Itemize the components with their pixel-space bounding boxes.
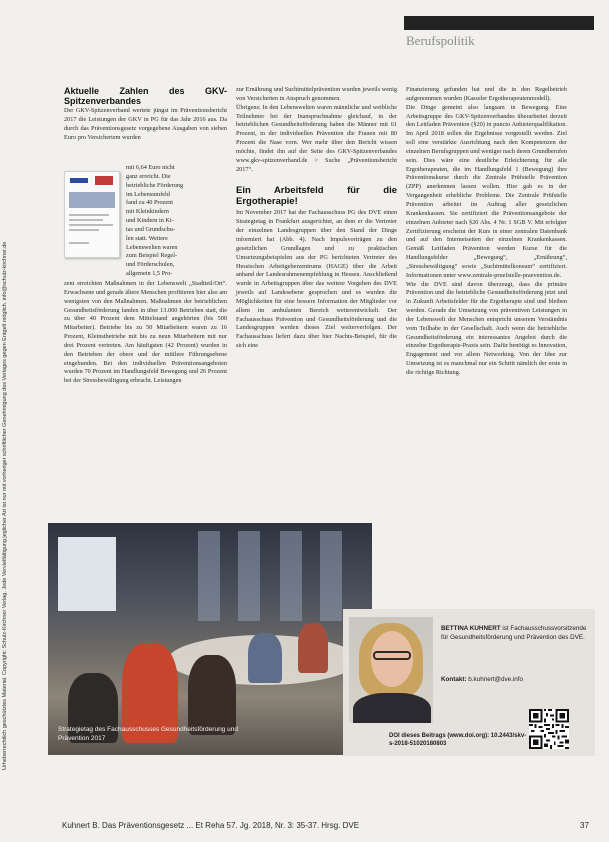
- photo-caption: Strategietag des Fachausschusses Gesundheitsförderung und Prävention 2017: [58, 726, 238, 742]
- col2-p2: Übrigens: In den Lebenswelten waren männliche und weibliche Teilnehmer bei der Inanspruchnahme gleichauf, in der betrieblichen Gesundheitsförderung haben die Männer mit 61 Prozent, in der individuellen Prävention die Frauen mit 80 Prozent die Nase vorn. Wer mehr über den Bericht wissen möchte, findet ihn auf der Seite des GKV-Spitzenverbandes www.gkv-spitzenverband.de > Suche „Präventionsbericht 2017“.: [236, 103, 397, 173]
- col1-intro: Der GKV-Spitzenverband wertete jüngst im Präventionsbericht 2017 die Leistungen der GKV in PG für das Jahr 2016 aus. Da durch das Präventionsgesetz vorgegebene Ausgaben von sieben Euro pro Versichertem wurden: [64, 107, 227, 141]
- section-label: Berufspolitik: [406, 33, 475, 48]
- column-3: [406, 86, 567, 378]
- col2-p1: zur Ernährung und Suchtmittelprävention wurden jeweils wenig von Versicherten in Anspruch genommen.: [236, 86, 397, 102]
- copyright-side-note: Urheberrechtlich geschütztes Material. Copyright: Schulz-Kirchner Verlag. Jede Vervielfältigung jeglicher Art ist nur mit vorheriger schriftlicher Genehmigung des Verlages gegen Entgelt möglich. info@schulz-kirchner.de: [2, 241, 8, 770]
- wrap-line: ganz erreicht. Die: [126, 172, 171, 180]
- col3-p1: Finanzierung gefunden hat und die in den Regelbetrieb aufgenommen wurden (Kasseler Ergotherapeutenmodell).: [406, 86, 567, 102]
- column-2: [236, 86, 397, 351]
- author-bio-text: ist Fachausschussvorsitzende für Gesundheitsförderung und Prävention des DVE.: [441, 625, 587, 641]
- author-portrait: [349, 617, 433, 723]
- wrap-line: mit 6,64 Euro nicht: [126, 164, 175, 171]
- author-bio: [441, 625, 589, 642]
- wrap-line: betriebliche Förderung: [126, 181, 184, 189]
- page-number: 37: [580, 821, 589, 830]
- wrap-line: und Förderschulen,: [126, 261, 175, 269]
- doi-note: DOI dieses Beitrags (www.doi.org): 10.2443/skv-s-2018-51020180803: [389, 733, 527, 747]
- heading-gkv: Aktuelle Zahlen des GKV-Spitzenverbandes: [64, 86, 227, 106]
- contact-email[interactable]: b.kuhnert@dve.info: [466, 676, 523, 683]
- projection-screen: [58, 537, 116, 611]
- contact-label: Kontakt:: [441, 676, 467, 683]
- wrap-line: tas und Grundschu-: [126, 225, 175, 233]
- col1-body: zent erreichten Maßnahmen in der Lebenswelt „Stadtteil/Ort“. Erwachsene und gerade ältere Menschen profitieren hier also am wenigsten von den Maßnahmen. Maßnahmen der betrieblichen Gesundheitsförderung fanden in über 13.000 Betrieben statt, die zu über 40 Prozent dem Mittelstand angehörten (bis 500 Mitarbeiter). Betriebe bis zu 50 Mitarbeitern waren zu 16 Prozent, Kleinstbetriebe mit bis zu neun Mitarbeitern mit nur drei Prozent vertreten. Am häufigsten (42 Prozent) wurden in den Betrieben der obere und der mittlere Führungsebene eingebunden. Bei den individuellen Präventionsangeboten wurden 70 Prozent im Handlungsfeld Bewegung und 26 Prozent bei der Stressbewältigung erbracht. Leistungen: [64, 280, 227, 385]
- wrap-line: mit Kleinkindern: [126, 208, 169, 216]
- qr-code-icon[interactable]: [529, 709, 569, 749]
- wrap-line: im Lebensumfeld: [126, 190, 170, 198]
- report-cover-image: [64, 171, 120, 258]
- footer-citation: Kuhnert B. Das Präventionsgesetz ... Et Reha 57. Jg. 2018, Nr. 3: 35-37. Hrsg. DVE: [62, 821, 360, 830]
- author-box: [343, 609, 595, 756]
- author-contact: [441, 676, 589, 685]
- author-name: BETTINA KUHNERT: [441, 625, 501, 632]
- wrap-line: Lebenswelten waren: [126, 243, 178, 251]
- strategy-day-photo: [48, 523, 372, 755]
- heading-ergotherapie: Ein Arbeitsfeld für die Ergotherapie!: [236, 185, 397, 207]
- wrap-line: len statt. Weitere: [126, 234, 168, 242]
- col3-p2: Die Dinge gemeint also langsam in Bewegung. Eine Arbeitsgruppe des GKV-Spitzenverbandes überarbeitet derzeit den Leitfaden Prävention (§20) in puncto Anbieterqualifikation. Im April 2018 sollen die Ergebnisse vorgestellt werden. Ziel soll eine verstärkte Ausrichtung nach den Kompetenzen der einzelnen Berufsgruppen und weniger nach deren Grundberufen sein. Dies wäre eine deutliche Erleichterung für alle Ergotherapeuten, die im Handlungsfeld 1 (Bewegung) ihre Präventionskurse durch die Zentrale Prüfstelle Prävention (ZPP) anerkennen lassen wollen. Hier gab es in der Vergangenheit erhebliche Probleme. Die Zentrale Prüfstelle Prävention arbeitet im Auftrag aller gesetzlichen Krankenkassen. Sie zertifiziert die Präventionsangebote der einzelnen Anbieter nach §20 Abs. 4 Nr. 1 SGB V. Mit erfolgter Zertifizierung erscheint der Kurs in einer zentralen Datenbank und auf den Internetseiten der einzelnen Krankenkassen. Gemäß Leitfaden Prävention werden Kurse für die Handlungsfelder „Bewegung“, „Ernährung“, „Stressbewältigung“ sowie „Suchtmittelkonsum“ zertifiziert. Informationen unter www.zentrale-pruefstelle-praevention.de.: [406, 103, 567, 279]
- wrap-line: zum Beispiel Regel-: [126, 252, 178, 260]
- col1-wrap: [126, 164, 227, 279]
- col3-p3: Wie die DVE sind davon überzeugt, dass die primäre Prävention und die betriebliche Gesundheitsförderung jetzt und in Zukunft Arbeitsfelder für die Ergotherapie sind und bleiben werden. Gerade die Umsetzung von präventiven Leistungen in der Lebenswelt der Menschen entspricht unserem Verständnis vom Teilhabe in der Gesellschaft. Auch wenn die betriebliche Gesundheitsförderung ein interessantes Angebot durch die einzelne Ergotherapie-Praxis sein. Dafür benötigt es Innovation, Engagement und vor allem Networking. Von der Idee zur Umsetzung ist es manchmal nur ein Schritt nämlich der erste in die richtige Richtung.: [406, 280, 567, 376]
- column-1: [64, 86, 227, 142]
- wrap-line: allgemein 1,5 Pro-: [126, 270, 173, 278]
- header-bar: [404, 16, 594, 30]
- wrap-line: und Kindern in Ki-: [126, 217, 174, 225]
- col2-p3: Im November 2017 hat der Fachausschuss PG des DVE einen Strategietag in Frankfurt ausgerichtet, an dem er die Vertreter der einzelnen Landesgruppen über den Stand der Dinge informiert hat (Abb. 4). Nach Impulsvorträgen zu den gesetzlichen Grundlagen und zu praktischen Umsetzungsbeispielen aus der PG berichteten Vertreter des Hessischen Arbeitgeberzentrums (HAGE) über die Arbeit anhand der Landesrahmenempfehlung in Hessen. Anschließend wurde in Arbeitsgruppen über das weitere Vorgehen des DVE jeweils auf Landesebene gesprochen und es wurden die Möglichkeiten für eine bessere Information der Mitglieder vor allem im ambulanten Bereich weiterentwickelt. Der Fachausschuss Prävention und Gesundheitsförderung und die Landesgruppen werden dieses Ziel weiterverfolgen. Der Fachausschuss liefert dazu über hier Nachts-Beispiel, für die sich eine: [236, 209, 397, 350]
- col1-after: [64, 280, 227, 386]
- wrap-line: fand zu 40 Prozent: [126, 199, 174, 207]
